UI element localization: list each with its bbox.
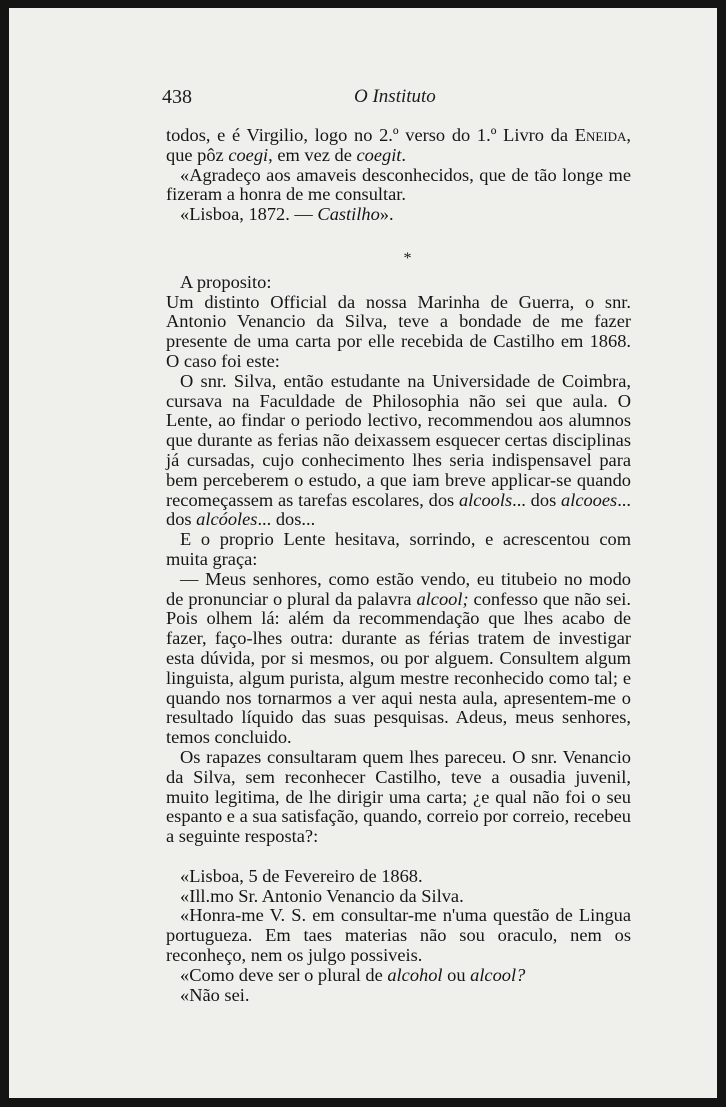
paragraph <box>166 986 631 1006</box>
italic-text: alcool; <box>416 588 469 609</box>
text-run: «Não sei. <box>180 984 250 1005</box>
paragraph-spacer <box>166 847 631 867</box>
paragraph <box>166 887 631 907</box>
italic-text: alcooes <box>561 489 618 510</box>
paragraph <box>166 966 631 986</box>
running-title: O Instituto <box>354 86 436 107</box>
text-run: Um distinto Official da nossa Marinha de Guerra, o snr. Antonio Venancio da Silva, teve a bondade de me fazer presente de uma carta por elle recebida de Castilho em 1868. O caso foi este: <box>166 291 631 371</box>
body-text <box>166 126 631 1005</box>
text-run: — Meus senhores, como estão vendo, eu titubeio no modo de pronunciar o plural da palavra <box>166 568 631 609</box>
italic-text: alcóoles <box>196 509 258 530</box>
text-run: «Lisboa, 5 de Fevereiro de 1868. <box>180 865 423 886</box>
text-run: ... dos <box>512 489 562 510</box>
italic-text: alcohol <box>387 964 443 985</box>
paragraph-spacer <box>166 225 631 243</box>
section-asterisk <box>166 249 631 269</box>
page-number: 438 <box>162 86 192 108</box>
text-run: todos, e é Virgilio, logo no 2.º verso do 1.º Livro da <box>166 125 575 145</box>
italic-text: Castilho <box>317 204 380 225</box>
paragraph <box>166 205 631 225</box>
text-run: «Honra-me V. S. em consultar-me n'uma questão de Lingua portugueza. Em taes materias não sou oraculo, nem os reconheço, nem os julgo possiveis. <box>166 905 631 966</box>
text-run: ... dos <box>166 489 631 530</box>
text-run: Eneida <box>574 125 627 145</box>
paragraph <box>166 530 631 570</box>
text-run: , que pôz <box>166 125 631 165</box>
italic-text: coegit <box>356 144 402 165</box>
text-run: ». <box>379 204 394 225</box>
text-run: «Ill.mo Sr. Antonio Venancio da Silva. <box>180 885 464 906</box>
paragraph <box>166 166 631 206</box>
text-run: «Como deve ser o plural de <box>180 964 388 985</box>
paragraph <box>166 126 631 166</box>
text-run: Os rapazes consultaram quem lhes pareceu. O snr. Venancio da Silva, sem reconhecer Castilho, teve a ousadia juvenil, muito legitima, de lhe dirigir uma carta; ¿e qual não foi o seu espanto e a sua satisfação, quando, correio por correio, recebeu a seguinte resposta?: <box>166 746 631 847</box>
paragraph <box>166 748 631 847</box>
text-run: . <box>401 144 407 165</box>
paragraph <box>166 273 631 293</box>
text-run: «Lisboa, 1872. — <box>180 204 318 225</box>
paragraph <box>166 293 631 372</box>
paragraph <box>166 906 631 965</box>
book-page <box>9 8 717 1098</box>
text-run: ou <box>442 964 471 985</box>
italic-text: alcool? <box>470 964 526 985</box>
text-run: * <box>403 249 412 267</box>
text-run: , em vez de <box>268 144 357 165</box>
text-run: ... dos... <box>257 509 316 530</box>
paragraph <box>166 372 631 530</box>
italic-text: alcools <box>458 489 513 510</box>
page-header <box>162 80 522 110</box>
text-run: O snr. Silva, então estudante na Universidade de Coimbra, cursava na Faculdade de Philosophia não sei que aula. O Lente, ao findar o periodo lectivo, recommendou aos alumnos que durante as ferias não deixassem esquecer certas disciplinas já cursadas, cujo conhecimento lhes seria indispensavel para bem perceberem o estudo, a que iam breve applicar-se quando recomeçassem as tarefas escolares, dos <box>166 370 631 510</box>
text-run: «Agradeço aos amaveis desconhecidos, que de tão longe me fizeram a honra de me consultar. <box>166 164 631 205</box>
italic-text: coegi <box>228 144 269 165</box>
text-run: E o proprio Lente hesitava, sorrindo, e acrescentou com muita graça: <box>166 529 631 569</box>
paragraph <box>166 570 631 748</box>
text-run: confesso que não sei. Pois olhem lá: além da recommendação que lhes acabo de fazer, faço-lhes outra: durante as férias tratem de investigar esta dúvida, por si mesmos, ou por alguem. Consultem algum linguista, algum purista, algum mestre reconhecido como tal; e quando nos tornarmos a ver aqui nesta aula, apresentem-me o resultado líquido das suas pesquisas. Adeus, meus senhores, temos concluido. <box>166 588 631 748</box>
text-run: A proposito: <box>180 271 272 292</box>
paragraph <box>166 867 631 887</box>
